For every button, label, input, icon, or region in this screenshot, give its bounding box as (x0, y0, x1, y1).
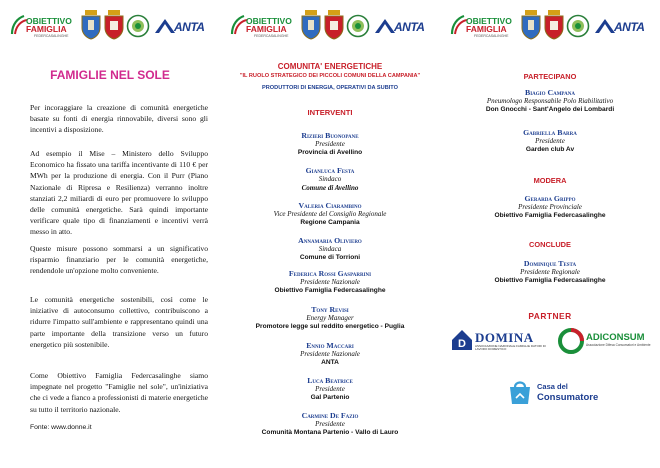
speaker-org: Provincia di Avellino (297, 148, 363, 156)
body-paragraph: Ad esempio il Mise – Ministero dello Sviluppo Economico ha fissato una tariffa incentivante di 110 € per MWh per la produzione di energia. Con il Purr (Piano Nazionale di Ripresa e Resilienza) verranno inoltre stanziati 2,2 miliardi di euro per promuovere lo sviluppo delle comunità energetiche. Sarà quindi importante verificare quale tipo di finanziamenti e incentivi verrà messo in atto. (30, 149, 208, 237)
anta-wing-icon (594, 18, 616, 34)
participant (440, 88, 660, 114)
speaker-org: Gal Partenio (310, 393, 350, 401)
participant-name: Gabriella Barra (523, 128, 577, 137)
speaker (220, 201, 440, 227)
federcasalinghe-text: FEDERCASALINGHE (254, 34, 289, 38)
left-panel (0, 0, 220, 468)
obiettivo-text: OBIETTIVO (26, 16, 72, 26)
speaker-role: Presidente (315, 420, 345, 428)
speaker-org: Comune di Torrioni (299, 253, 361, 261)
moderator-name: Gerarda Grippo (524, 194, 576, 203)
speaker (220, 131, 440, 157)
participant (440, 128, 660, 154)
speaker-org: Promotore legge sul reddito energetico - Puglia (255, 322, 405, 330)
domina-logo (450, 328, 556, 358)
casa-del-consumatore-logo (506, 376, 616, 412)
body-paragraph: Le comunità energetiche sostenibili, così come le iniziative di autoconsumo collettivo, contribuiscono a ridurre l'impatto sull'ambiente e rappresentano quindi una parte importante della transizione verso un futuro energetico più sostenibile. (30, 295, 208, 349)
speaker (220, 236, 440, 262)
regional-emblem-icon (566, 14, 590, 38)
anta-logo-text: ANTA (174, 20, 205, 34)
adiconsum-circle-icon (558, 328, 584, 354)
obiettivo-famiglia-logo-icon (448, 14, 468, 36)
speaker-name: Rizieri Buonopane (301, 131, 359, 140)
conclude-heading: CONCLUDE (529, 240, 571, 249)
obiettivo-text: OBIETTIVO (466, 16, 512, 26)
speaker (220, 166, 440, 192)
moderator-role: Presidente Provinciale (518, 203, 582, 211)
participant-role: Pneumologo Responsabile Polo Riabilitativo (486, 97, 614, 105)
speaker-org: Obiettivo Famiglia Federcasalinghe (274, 286, 386, 294)
regional-emblem-icon (346, 14, 370, 38)
moderator-org: Obiettivo Famiglia Federcasalinghe (494, 211, 606, 219)
speaker-org: Regione Campania (300, 218, 360, 226)
speaker-role: Sindaco (318, 175, 342, 183)
coat-of-arms-icon (520, 10, 542, 40)
speaker-role: Presidente (315, 385, 345, 393)
adiconsum-logo (558, 326, 654, 358)
svg-text:D: D (458, 338, 466, 350)
consumatore-text: Consumatore (537, 392, 599, 403)
center-panel (220, 0, 440, 468)
speaker (220, 411, 440, 437)
famiglia-text: FAMIGLIA (246, 24, 287, 34)
coat-of-arms-icon (323, 10, 345, 40)
shopping-bag-icon (506, 378, 534, 406)
header-logos (440, 8, 660, 46)
body-paragraph: Per incoraggiare la creazione di comunità energetiche basate su fonti di energia rinnovabile, diversi sono gli incentivi a disposizione. (30, 103, 208, 135)
moderator (440, 194, 660, 220)
speaker-name: Gianluca Festa (305, 166, 355, 175)
speaker (220, 376, 440, 402)
speaker (220, 305, 440, 331)
modera-heading: MODERA (533, 176, 567, 185)
concluding-speaker (440, 259, 660, 285)
speaker-org: Comune di Avellino (301, 183, 359, 192)
federcasalinghe-text: FEDERCASALINGHE (34, 34, 69, 38)
participant-role: Presidente (535, 137, 565, 145)
speaker-name: Federica Rossi Gasparrini (288, 269, 372, 278)
body-paragraph: Queste misure possono sommarsi a un significativo risparmio finanziario per le comunità energetiche, rendendole un'opzione molto conveniente. (30, 244, 208, 276)
speaker-name: Carmine De Fazio (301, 411, 359, 420)
concluding-speaker-name: Dominique Testa (523, 259, 577, 268)
anta-wing-icon (154, 18, 176, 34)
adiconsum-subtext: Associazione Difesa Consumatori e Ambiente (586, 343, 651, 347)
domina-text: DOMINA (475, 330, 534, 345)
domina-subtext: ASSOCIAZIONE NAZIONALE FAMIGLIE DATORI DI LAVORO DOMESTICO (475, 344, 546, 352)
speaker-role: Vice Presidente del Consiglio Regionale (273, 210, 387, 218)
speaker-name: Annamaria Oliviero (298, 236, 362, 245)
interventi-heading: INTERVENTI (307, 108, 353, 117)
famiglia-text: FAMIGLIA (466, 24, 507, 34)
participant-org: Garden club Av (525, 145, 575, 153)
federcasalinghe-text: FEDERCASALINGHE (474, 34, 509, 38)
speaker-name: Ennio Maccari (306, 341, 354, 350)
header-logos (0, 8, 220, 46)
body-paragraph: Come Obiettivo Famiglia Federcasalinghe siamo impegnate nel progetto "Famiglie nel sole", un'iniziativa che ci vede a fianco a professionisti di materie energetiche su tutto il territorio nazionale. (30, 371, 208, 414)
speaker-role: Presidente Nazionale (300, 278, 360, 286)
speaker-name: Luca Beatrice (307, 376, 353, 385)
participant-name: Biagio Campana (525, 88, 575, 97)
speaker (220, 269, 440, 295)
coat-of-arms-icon (543, 10, 565, 40)
right-panel (440, 0, 660, 468)
speaker (220, 341, 440, 367)
concluding-speaker-org: Obiettivo Famiglia Federcasalinghe (494, 276, 606, 284)
event-subtitle: "IL RUOLO STRATEGICO DEI PICCOLI COMUNI DELLA CAMPANIA" (239, 73, 421, 79)
speaker-org: Comunità Montana Partenio - Vallo di Lauro (261, 428, 399, 436)
event-tagline: PRODUTTORI DI ENERGIA, OPERATIVI DA SUBITO (262, 85, 398, 91)
section-title: FAMIGLIE NEL SOLE (50, 68, 170, 82)
speaker-name: Valeria Ciarambino (298, 201, 362, 210)
source-note: Fonte: www.donne.it (30, 424, 92, 431)
header-logos (220, 8, 440, 46)
coat-of-arms-icon (80, 10, 102, 40)
partecipano-heading: PARTECIPANO (523, 72, 577, 81)
speaker-role: Presidente (315, 140, 345, 148)
obiettivo-text: OBIETTIVO (246, 16, 292, 26)
famiglia-text: FAMIGLIA (26, 24, 67, 34)
partner-heading: PARTNER (528, 311, 572, 321)
speaker-role: Presidente Nazionale (300, 350, 360, 358)
adiconsum-text: ADICONSUM (586, 332, 645, 343)
anta-wing-icon (374, 18, 396, 34)
coat-of-arms-icon (103, 10, 125, 40)
participant-org: Don Gnocchi - Sant'Angelo dei Lombardi (485, 105, 615, 113)
regional-emblem-icon (126, 14, 150, 38)
anta-logo-text: ANTA (614, 20, 645, 34)
speaker-role: Energy Manager (306, 314, 354, 322)
obiettivo-famiglia-logo-icon (8, 14, 28, 36)
domina-house-icon (450, 328, 474, 352)
event-title: COMUNITA' ENERGETICHE (277, 62, 383, 71)
coat-of-arms-icon (300, 10, 322, 40)
obiettivo-famiglia-logo-icon (228, 14, 248, 36)
anta-logo-text: ANTA (394, 20, 425, 34)
concluding-speaker-role: Presidente Regionale (520, 268, 580, 276)
speaker-name: Tony Revisi (311, 305, 349, 314)
casa-text: Casa del (537, 382, 568, 391)
speaker-org: ANTA (321, 358, 339, 366)
speaker-role: Sindaca (318, 245, 342, 253)
